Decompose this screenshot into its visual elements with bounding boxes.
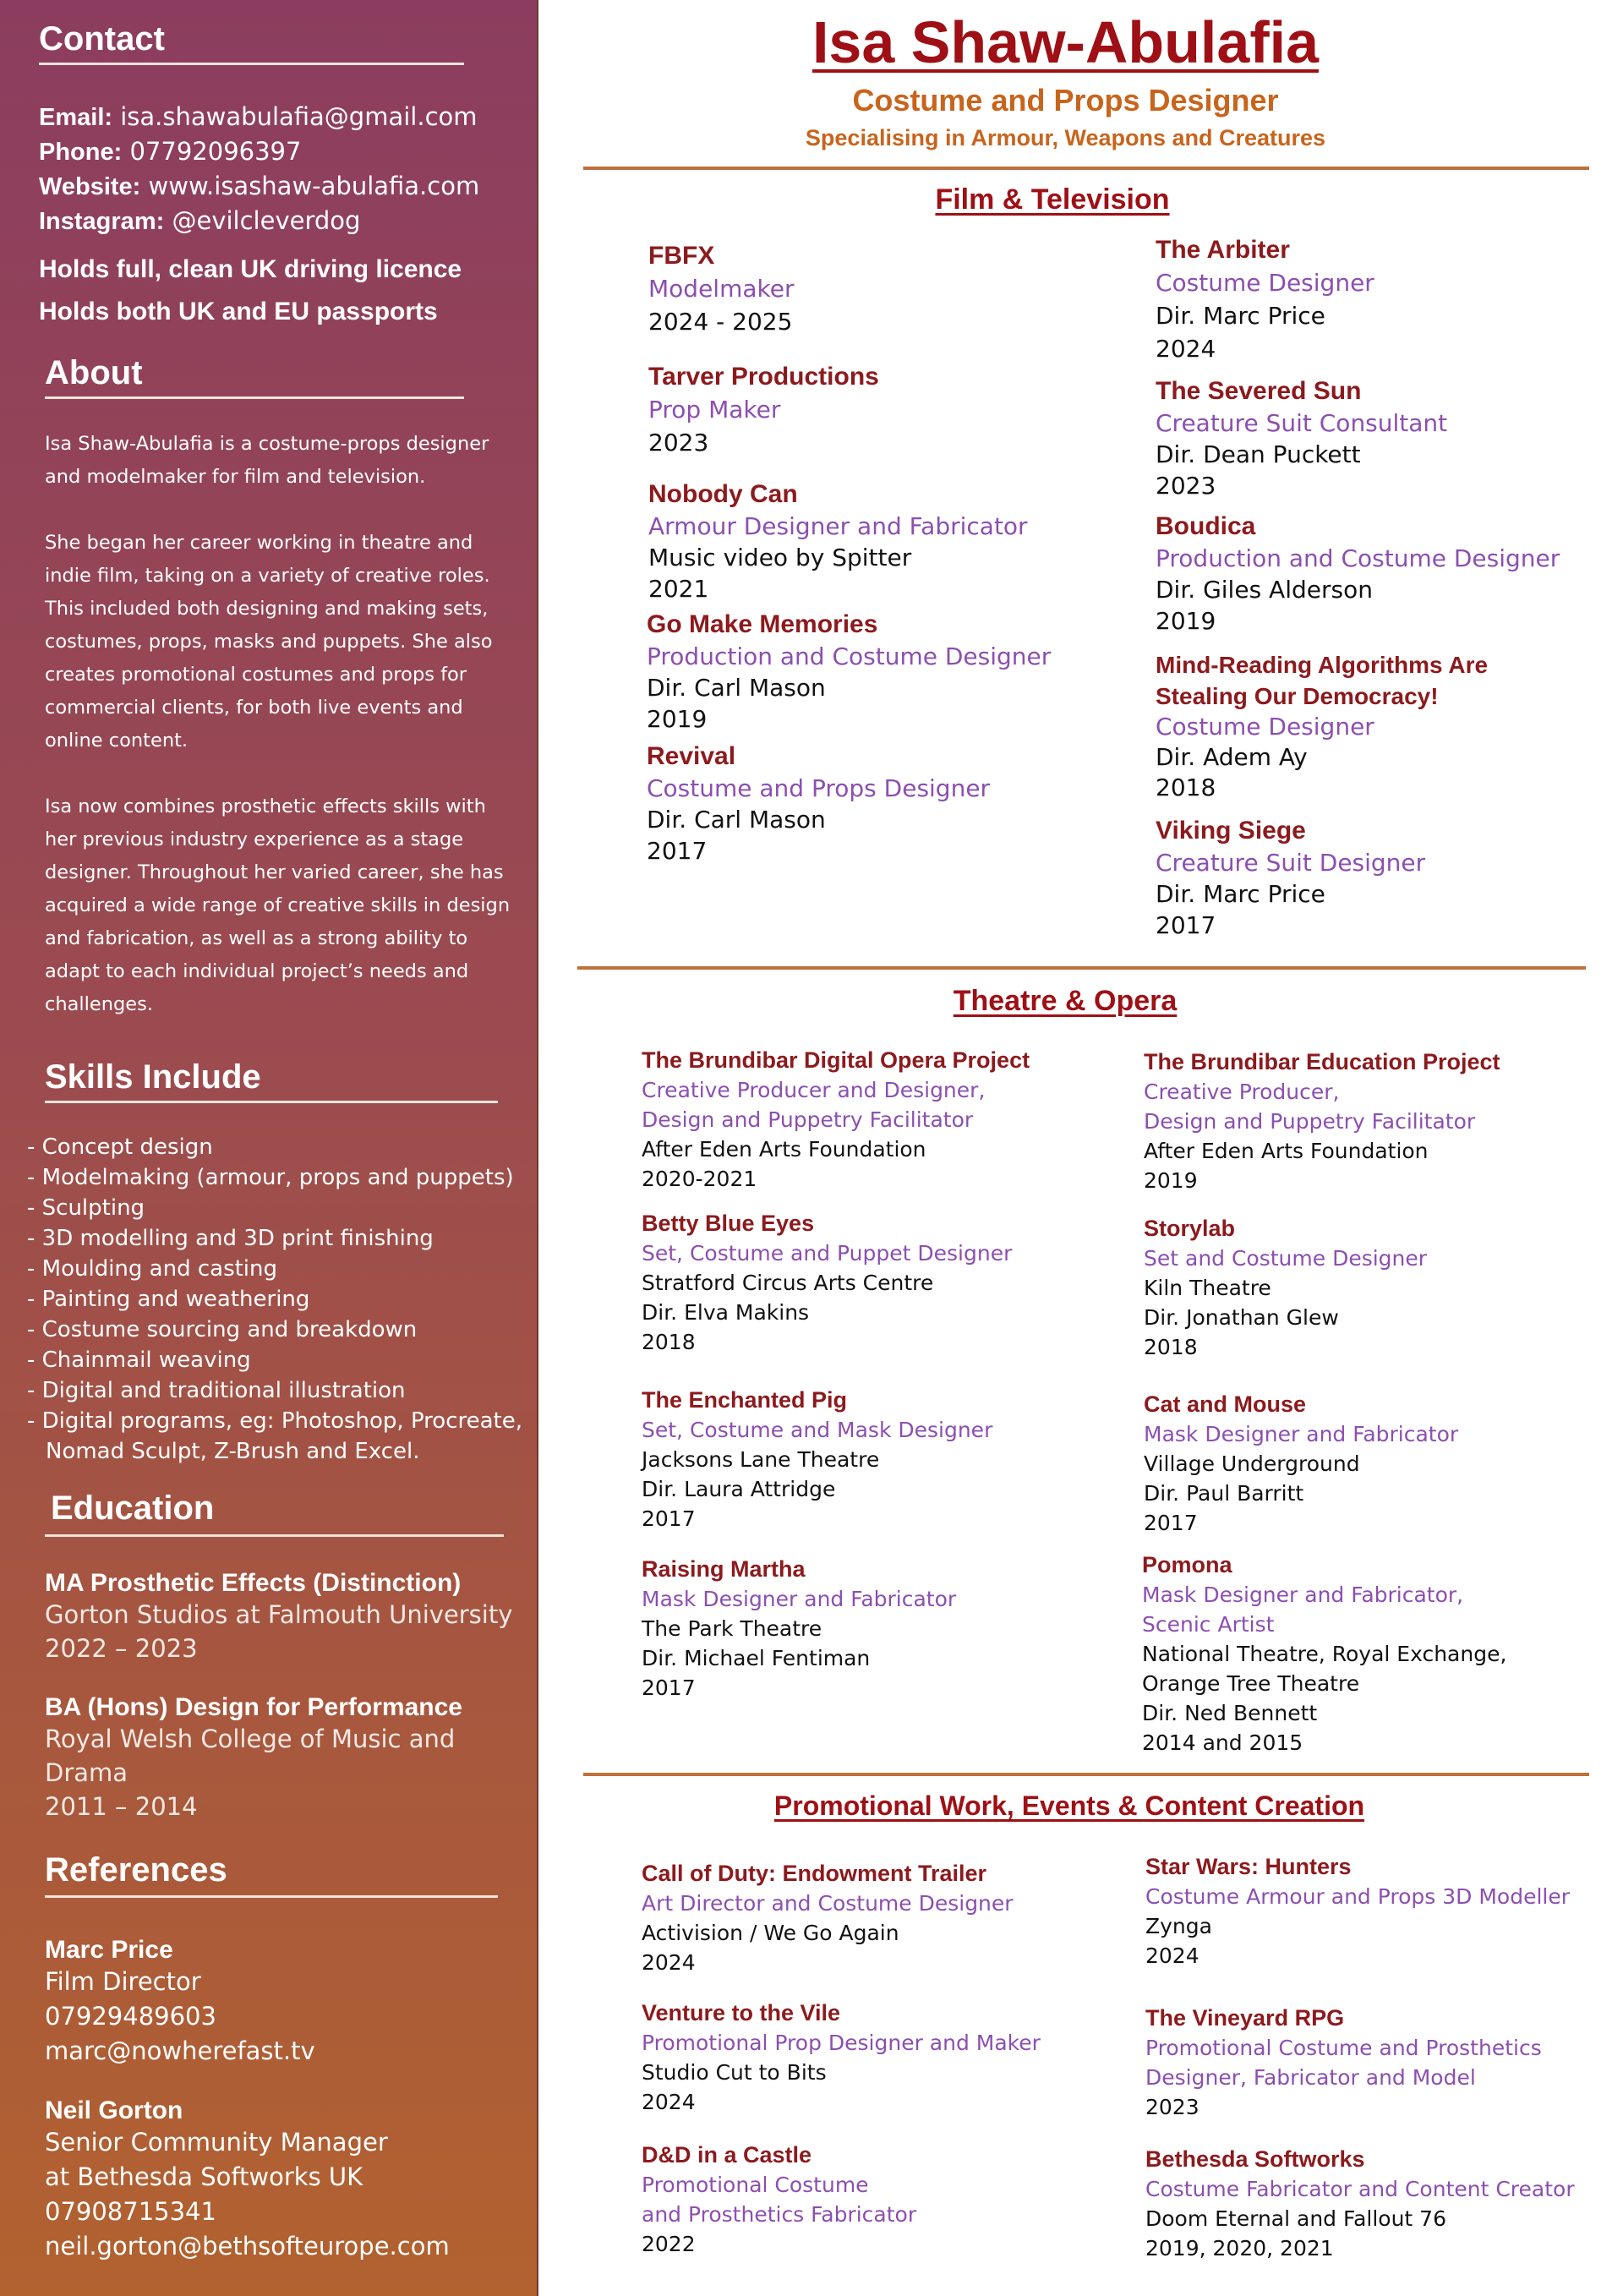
reference-phone[interactable]: 07929489603 [45,2002,216,2031]
entry [1156,649,1511,803]
entry-role: Creative Producer and Designer, [642,1078,986,1102]
education-heading: Education [51,1490,215,1527]
entry-role: Mask Designer and Fabricator [642,1587,957,1611]
entry-role: Creative Producer, [1144,1080,1340,1104]
entry-title: Star Wars: Hunters [1145,1854,1352,1879]
entry-detail: Kiln Theatre [1144,1276,1271,1300]
entry-title: The Vineyard RPG [1145,2005,1345,2031]
specialism: Specialising in Armour, Weapons and Creatures [805,125,1326,150]
section-title-promo: Promotional Work, Events & Content Creation [773,1790,1365,1821]
entry-detail: Dir. Paul Barritt [1144,1481,1304,1506]
section-title-film: Film & Television [935,183,1170,216]
references-heading: References [45,1851,227,1889]
entry-detail: Dir. Adem Ay [1156,743,1308,771]
reference-phone[interactable]: 07908715341 [45,2197,216,2226]
about-paragraph: Isa Shaw-Abulafia is a costume-props designer and modelmaker for film and television. [45,433,489,488]
entry-role: Designer, Fabricator and Model [1145,2065,1476,2090]
entry-detail: The Park Theatre [642,1616,822,1641]
entry-detail: Music video by Spitter [648,544,912,571]
entry [642,1045,1081,1194]
entry-title: Mind-Reading Algorithms Are Stealing Our Democracy! [1156,652,1489,709]
about-text [45,428,518,1054]
skill-item: - Modelmaking (armour, props and puppets) [27,1165,514,1190]
skill-item: - 3D modelling and 3D print finishing [27,1226,434,1251]
header-divider [583,167,1589,170]
entry-detail: 2019 [1144,1168,1198,1193]
entry-title: The Brundibar Digital Opera Project [642,1047,1030,1073]
entry [1144,1047,1583,1195]
entry-detail: 2024 - 2025 [648,308,793,336]
entry-detail: 2020-2021 [642,1167,757,1191]
entry [642,1998,1081,2117]
entry-detail: Stratford Circus Arts Centre [642,1271,934,1295]
entry-detail: Dir. Marc Price [1156,302,1325,330]
entry [1156,511,1595,637]
education-dates: 2011 – 2014 [45,1792,198,1821]
entry-title: Boudica [1156,512,1256,540]
entry-role: Promotional Costume and Prosthetics [1145,2036,1542,2060]
entry-title: Storylab [1144,1216,1236,1241]
entry-title: Cat and Mouse [1144,1391,1307,1417]
about-divider [45,396,464,399]
entry-detail: Studio Cut to Bits [642,2060,827,2085]
entry-role: Set and Costume Designer [1144,1246,1428,1271]
entry-title: Venture to the Vile [642,2000,841,2025]
education-item [45,1569,512,1665]
entry-detail: 2017 [642,1676,696,1700]
entry-role: Costume Designer [1156,713,1374,741]
entry-detail: 2024 [1156,335,1216,363]
entry-role: Mask Designer and Fabricator, [1142,1583,1464,1607]
entry-role: Modelmaker [648,275,795,303]
education-title: MA Prosthetic Effects (Distinction) [45,1569,462,1597]
entry-detail: 2024 [642,2090,696,2114]
references-divider [45,1895,498,1898]
reference-detail: Film Director [45,1967,201,1996]
entry-role: Design and Puppetry Facilitator [642,1107,974,1132]
entry-detail: Zynga [1145,1914,1212,1938]
skill-item: - Digital programs, eg: Photoshop, Procreate, Nomad Sculpt, Z-Brush and Excel. [27,1408,522,1464]
entry-title: The Enchanted Pig [642,1387,848,1413]
entry-title: Pomona [1142,1552,1232,1577]
entry-role: Promotional Costume [642,2173,869,2197]
entry-detail: 2019, 2020, 2021 [1145,2236,1334,2260]
education-divider [45,1534,504,1537]
entry [647,741,1086,866]
entry [642,2140,1081,2259]
entry-detail: 2021 [648,575,709,603]
entry-role: and Prosthetics Fabricator [642,2202,917,2227]
reference-email[interactable]: marc@nowherefast.tv [45,2036,315,2065]
entry [1145,2144,1585,2263]
entry-role: Production and Costume Designer [1156,544,1560,572]
education-item [45,1693,462,1823]
entry-detail: 2018 [642,1330,696,1354]
entry [1156,234,1595,365]
skill-item: - Costume sourcing and breakdown [27,1317,418,1342]
entry-title: The Arbiter [1156,236,1290,264]
entry-detail: 2017 [647,837,708,865]
entry-detail: Jacksons Lane Theatre [642,1447,880,1472]
skill-item: - Painting and weathering [27,1287,310,1312]
section-divider [583,1773,1589,1776]
entry-detail: Dir. Marc Price [1156,880,1325,908]
section-divider [577,966,1586,970]
entry [1145,2003,1585,2122]
entry-detail: 2017 [1156,911,1216,939]
entry [648,478,1088,604]
entry [1145,1851,1585,1971]
skills-heading: Skills Include [45,1058,261,1096]
entry-role: Creature Suit Designer [1156,849,1426,877]
entry-role: Production and Costume Designer [647,642,1052,670]
entry-role: Costume Armour and Props 3D Modeller [1145,1884,1571,1909]
entry-role: Costume Designer [1156,269,1374,297]
entry-detail: Dir. Dean Puckett [1156,440,1361,468]
entry-detail: 2014 and 2015 [1142,1730,1303,1755]
contact-phone[interactable]: Phone: 07792096397 [39,137,302,166]
passport-note: Holds both UK and EU passports [39,298,438,325]
skills-divider [45,1101,498,1103]
entry-detail: 2024 [642,1950,696,1975]
reference-name: Neil Gorton [45,2096,183,2124]
entry-role: Art Director and Costume Designer [642,1891,1014,1916]
entry-detail: National Theatre, Royal Exchange, [1142,1642,1507,1666]
entry-detail: 2023 [1156,472,1216,500]
entry-detail: After Eden Arts Foundation [1144,1139,1429,1163]
entry-role: Scenic Artist [1142,1612,1275,1637]
entry [648,361,1088,459]
entry-title: FBFX [648,242,715,270]
entry-role: Armour Designer and Fabricator [648,512,1028,540]
entry-detail: 2017 [1144,1511,1198,1535]
entry-detail: After Eden Arts Foundation [642,1137,926,1162]
entry-role: Creature Suit Consultant [1156,409,1448,437]
contact-website[interactable]: Website: www.isashaw-abulafia.com [39,172,480,200]
entry [1144,1389,1583,1538]
entry-detail: Doom Eternal and Fallout 76 [1145,2206,1446,2231]
entry [647,609,1086,735]
entry-role: Costume Fabricator and Content Creator [1145,2177,1575,2201]
entry-role: Set, Costume and Puppet Designer [642,1241,1013,1266]
entry-detail: Village Underground [1144,1451,1360,1476]
entry-role: Mask Designer and Fabricator [1144,1422,1459,1446]
entry-role: Design and Puppetry Facilitator [1144,1109,1476,1134]
entry-title: Call of Duty: Endowment Trailer [642,1861,987,1886]
entry [1156,375,1595,501]
entry [1156,815,1595,941]
entry-detail: Dir. Ned Bennett [1142,1701,1318,1725]
reference-detail: at Bethesda Softworks UK [45,2162,363,2191]
entry-detail: Activision / We Go Again [642,1921,899,1945]
contact-divider [39,63,464,65]
reference-name: Marc Price [45,1936,173,1964]
about-paragraph: She began her career working in theatre and indie film, taking on a variety of creative roles. This included both designing and making sets, costumes, props, masks and puppets. She also creates promotional costumes and props for commercial clients, for both live events and online content. [45,532,493,752]
entry-title: Raising Martha [642,1556,806,1582]
entry-detail: Dir. Carl Mason [647,674,826,702]
education-institution: Gorton Studios at Falmouth University [45,1600,513,1629]
education-institution: Drama [45,1758,128,1787]
contact-list [39,100,479,238]
entry-title: Tarver Productions [648,363,879,391]
contact-instagram[interactable]: Instagram: @evilcleverdog [39,206,361,235]
reference-detail: Senior Community Manager [45,2128,388,2157]
entry-detail: Dir. Elva Makins [642,1300,810,1325]
about-paragraph: Isa now combines prosthetic effects skills with her previous industry experience as a stage designer. Throughout her varied career, she has acquired a wide range of creative skills in design and fabrication, as well as a strong ability to adapt to each individual project’s needs and challenges. [45,795,511,1015]
licence-note: Holds full, clean UK driving licence [39,255,462,283]
entry [642,1385,1081,1533]
skills-list [27,1132,534,1467]
entry-detail: Dir. Laura Attridge [642,1477,836,1501]
entry [1144,1213,1583,1362]
entry-title: Revival [647,742,736,770]
entry-role: Costume and Props Designer [647,774,991,802]
sidebar [0,0,538,2296]
entry-role: Set, Costume and Mask Designer [642,1418,993,1442]
page-title: Isa Shaw-Abulafia [812,9,1320,75]
entry-detail: 2019 [1156,607,1216,635]
about-heading: About [45,354,143,391]
entry [642,1208,1081,1357]
skill-item: - Digital and traditional illustration [27,1378,406,1403]
entry-title: The Brundibar Education Project [1144,1049,1500,1074]
reference-item [45,2096,450,2264]
education-institution: Royal Welsh College of Music and [45,1725,456,1753]
entry-title: The Severed Sun [1156,377,1362,405]
entry-detail: 2023 [1145,2095,1199,2119]
skill-item: - Sculpting [27,1195,145,1221]
education-dates: 2022 – 2023 [45,1634,198,1663]
reference-email[interactable]: neil.gorton@bethsofteurope.com [45,2232,450,2260]
reference-item [45,1936,315,2069]
entry-title: D&D in a Castle [642,2142,812,2168]
entry-detail: 2023 [648,429,709,456]
entry [1142,1550,1582,1758]
entry-detail: Dir. Carl Mason [647,806,826,834]
entry-detail: 2018 [1156,774,1216,801]
contact-heading: Contact [39,20,165,57]
contact-email[interactable]: Email: isa.shawabulafia@gmail.com [39,102,478,131]
entry-detail: Dir. Giles Alderson [1156,576,1373,604]
job-title: Costume and Props Designer [852,83,1279,118]
entry-title: Bethesda Softworks [1145,2146,1365,2172]
entry-title: Viking Siege [1156,817,1306,845]
entry-title: Betty Blue Eyes [642,1211,815,1236]
section-title-theatre: Theatre & Opera [953,985,1178,1017]
skill-item: - Concept design [27,1134,213,1160]
education-title: BA (Hons) Design for Performance [45,1693,462,1721]
entry-detail: 2024 [1145,1943,1199,1968]
entry [642,1858,1081,1977]
skill-item: - Moulding and casting [27,1256,278,1282]
entry [642,1554,1081,1703]
entry-title: Go Make Memories [647,610,878,638]
entry-detail: Dir. Jonathan Glew [1144,1305,1339,1330]
entry [648,240,1088,338]
entry-role: Prop Maker [648,396,781,424]
entry-detail: 2022 [642,2232,696,2256]
entry-detail: 2019 [647,705,708,733]
entry-detail: Orange Tree Theatre [1142,1671,1360,1696]
entry-title: Nobody Can [648,480,798,508]
entry-role: Promotional Prop Designer and Maker [642,2031,1041,2055]
skill-item: - Chainmail weaving [27,1348,251,1373]
entry-detail: 2018 [1144,1335,1198,1359]
entry-detail: 2017 [642,1506,696,1531]
entry-detail: Dir. Michael Fentiman [642,1646,871,1670]
